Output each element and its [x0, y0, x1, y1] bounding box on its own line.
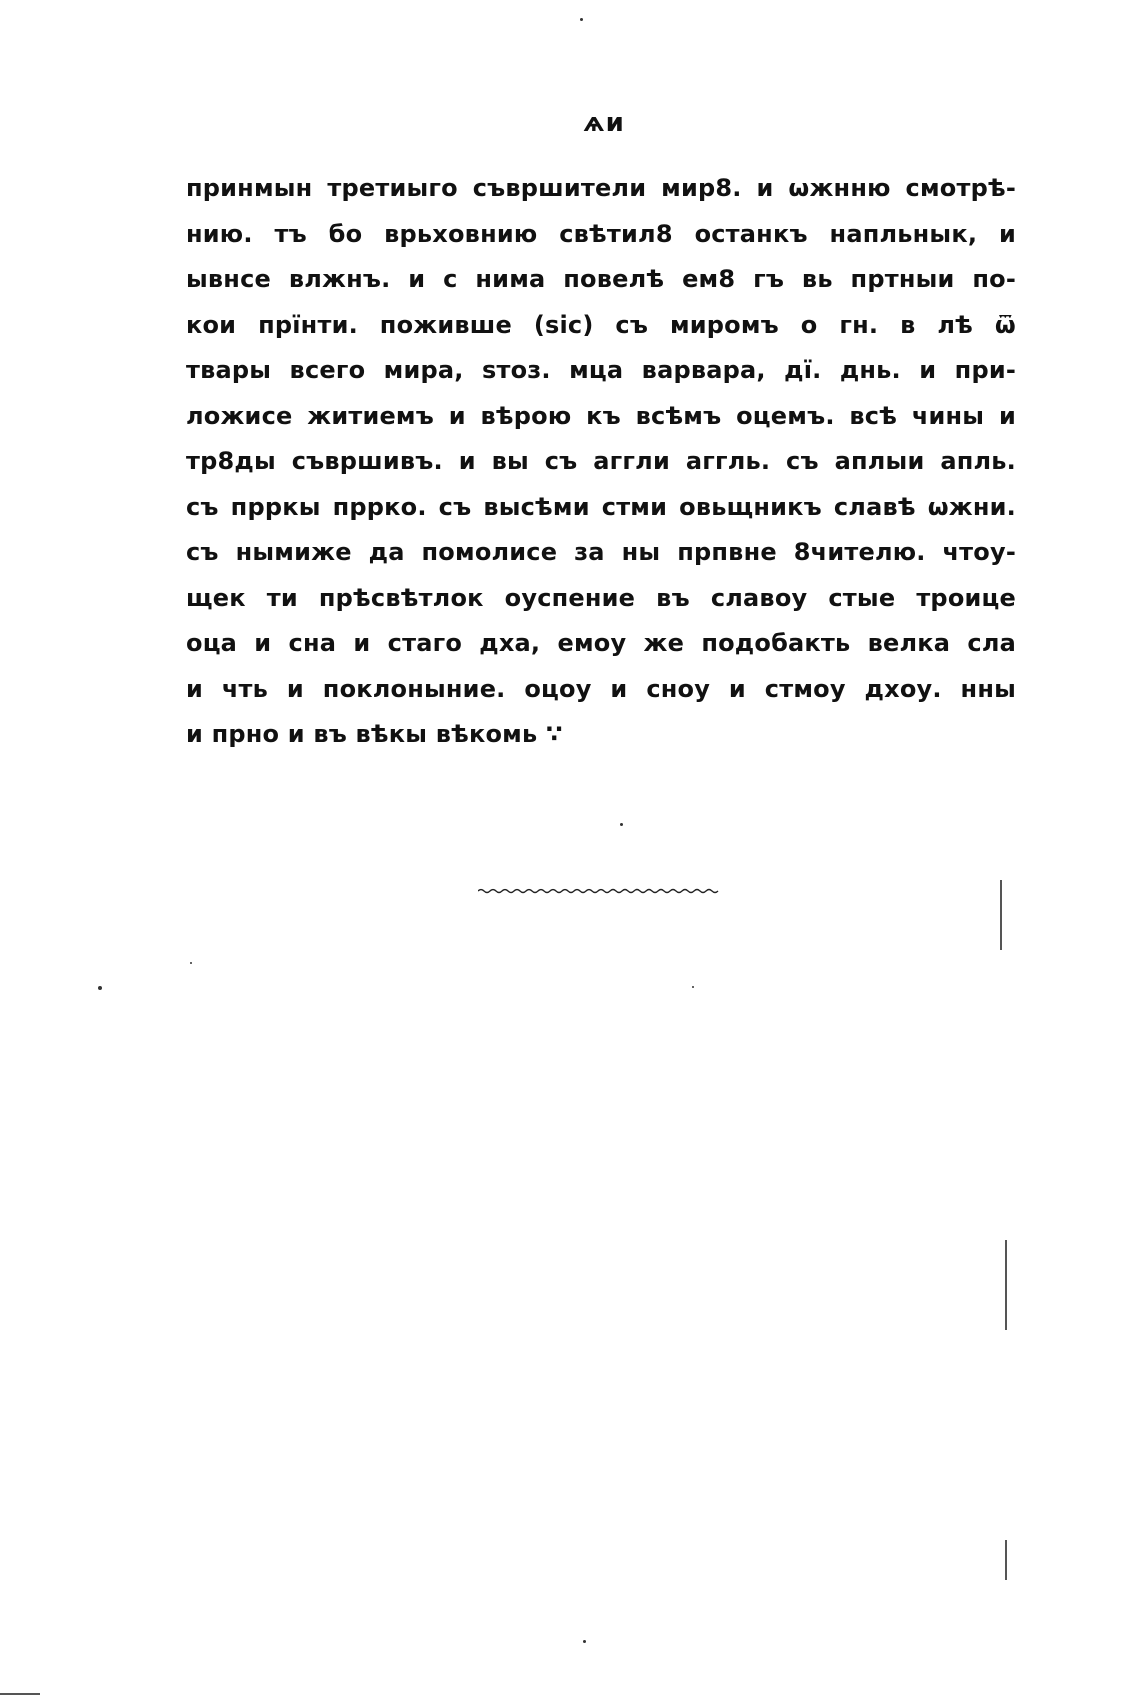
text-line: съ нымиже да помолисе за ны прпвне 8чителю. чтоу-: [186, 538, 1016, 566]
text-line: ывнсе влжнъ. и с нима повелѣ ем8 гъ вь пртныи по-: [186, 265, 1016, 293]
text-line: щек ти прѣсвѣтлок оуспение въ славоу стые троице: [186, 583, 1016, 612]
print-speck: [692, 986, 694, 988]
text-line: и чть и поклоныние. оцоу и сноу и стмоу дхоу. нны: [186, 674, 1016, 703]
body-text: [186, 166, 1016, 758]
text-line: оца и сна и стаго дха, емоу же подобакть велка сла: [186, 629, 1016, 657]
page-edge-mark: [1005, 1540, 1007, 1580]
text-line: ложисе житиемъ и вѣрою къ всѣмъ оцемъ. всѣ чины и: [186, 401, 1016, 430]
page-edge-mark: [0, 1693, 40, 1695]
decorative-wavy-rule: [478, 886, 720, 896]
print-speck: [583, 1640, 586, 1643]
print-speck: [190, 962, 192, 964]
page-edge-mark: [1005, 1240, 1007, 1330]
text-line: тр8ды съвршивъ. и вы съ аггли аггль. съ аплыи апль.: [186, 447, 1016, 475]
print-speck: [580, 18, 583, 21]
text-line: кои прїнти. поживше (sic) съ миромъ о гн. в лѣ ѿ: [186, 310, 1016, 339]
print-speck: [98, 986, 102, 990]
text-line: съ прркы пррко. съ высѣми стми овьщникъ славѣ ѡжни.: [186, 492, 1016, 521]
text-line: твары всего мира, ѕтоз. мца варвара, дї. днь. и при-: [186, 356, 1016, 384]
text-line: принмын третиыго съвршители мир8. и ѡжнню смотрѣ-: [186, 174, 1016, 202]
text-line: и прно и въ вѣкы вѣкомь ∵: [186, 720, 563, 748]
page-number: ѧи: [583, 108, 625, 138]
page-edge-mark: [1000, 880, 1002, 950]
print-speck: [620, 823, 623, 826]
text-line: нию. тъ бо врьховнию свѣтил8 останкъ напльнык, и: [186, 219, 1016, 248]
